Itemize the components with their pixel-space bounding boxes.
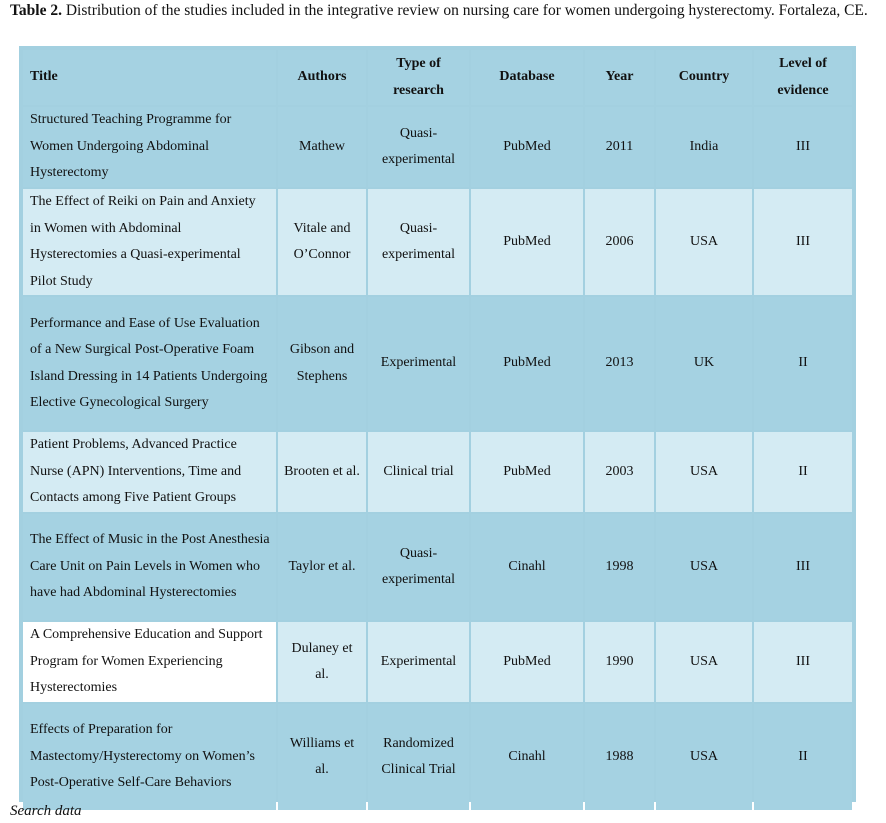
cell-country: UK: [656, 297, 752, 430]
cell-country: USA: [656, 189, 752, 295]
table-footnote: Search data: [10, 803, 82, 819]
cell-title: Structured Teaching Programme for Women Undergoing Abdominal Hysterectomy: [23, 107, 276, 187]
cell-type: Experimental: [368, 297, 469, 430]
table-row: [23, 704, 852, 810]
cell-type: Randomized Clinical Trial: [368, 704, 469, 810]
cell-authors: Taylor et al.: [278, 514, 366, 620]
cell-title: Patient Problems, Advanced Practice Nurse (APN) Interventions, Time and Contacts among Five Patient Groups: [23, 432, 276, 512]
cell-level: II: [754, 432, 852, 512]
cell-country: USA: [656, 622, 752, 702]
studies-table-container: [19, 46, 856, 802]
table-row: [23, 432, 852, 512]
caption-text: Distribution of the studies included in the integrative review on nursing care for women undergoing hysterectomy. Fortaleza, CE.: [61, 2, 868, 19]
table-row: [23, 622, 852, 702]
table-row: [23, 189, 852, 295]
cell-type: Clinical trial: [368, 432, 469, 512]
cell-database: Cinahl: [471, 704, 583, 810]
header-country: Country: [656, 50, 752, 105]
cell-database: PubMed: [471, 107, 583, 187]
cell-type: Quasi-experimental: [368, 107, 469, 187]
cell-level: III: [754, 189, 852, 295]
cell-database: PubMed: [471, 432, 583, 512]
cell-year: 2003: [585, 432, 654, 512]
studies-table: [21, 48, 854, 812]
cell-title: Effects of Preparation for Mastectomy/Hysterectomy on Women’s Post-Operative Self-Care Behaviors: [23, 704, 276, 810]
cell-title: The Effect of Reiki on Pain and Anxiety in Women with Abdominal Hysterectomies a Quasi-experimental Pilot Study: [23, 189, 276, 295]
cell-year: 1998: [585, 514, 654, 620]
table-caption: [10, 1, 876, 21]
cell-country: India: [656, 107, 752, 187]
cell-level: III: [754, 622, 852, 702]
cell-year: 2013: [585, 297, 654, 430]
cell-year: 2011: [585, 107, 654, 187]
cell-level: III: [754, 514, 852, 620]
cell-level: II: [754, 297, 852, 430]
cell-year: 2006: [585, 189, 654, 295]
cell-database: Cinahl: [471, 514, 583, 620]
header-year: Year: [585, 50, 654, 105]
cell-country: USA: [656, 432, 752, 512]
cell-year: 1988: [585, 704, 654, 810]
header-type: Type of research: [368, 50, 469, 105]
table-label: Table 2.: [10, 2, 62, 19]
header-authors: Authors: [278, 50, 366, 105]
cell-database: PubMed: [471, 622, 583, 702]
header-level: Level of evidence: [754, 50, 852, 105]
cell-level: II: [754, 704, 852, 810]
table-header-row: [23, 50, 852, 105]
table-row: [23, 107, 852, 187]
cell-country: USA: [656, 514, 752, 620]
table-row: [23, 297, 852, 430]
cell-database: PubMed: [471, 297, 583, 430]
cell-title: The Effect of Music in the Post Anesthesia Care Unit on Pain Levels in Women who have had Abdominal Hysterectomies: [23, 514, 276, 620]
cell-database: PubMed: [471, 189, 583, 295]
cell-level: III: [754, 107, 852, 187]
cell-type: Experimental: [368, 622, 469, 702]
cell-type: Quasi-experimental: [368, 189, 469, 295]
cell-authors: Dulaney et al.: [278, 622, 366, 702]
cell-title: Performance and Ease of Use Evaluation of a New Surgical Post-Operative Foam Island Dressing in 14 Patients Undergoing Elective Gynecological Surgery: [23, 297, 276, 430]
cell-year: 1990: [585, 622, 654, 702]
cell-authors: Mathew: [278, 107, 366, 187]
cell-authors: Gibson and Stephens: [278, 297, 366, 430]
cell-authors: Vitale and O’Connor: [278, 189, 366, 295]
cell-authors: Williams et al.: [278, 704, 366, 810]
header-title: Title: [23, 50, 276, 105]
header-database: Database: [471, 50, 583, 105]
cell-country: USA: [656, 704, 752, 810]
cell-title: A Comprehensive Education and Support Program for Women Experiencing Hysterectomies: [23, 622, 276, 702]
cell-type: Quasi-experimental: [368, 514, 469, 620]
cell-authors: Brooten et al.: [278, 432, 366, 512]
table-row: [23, 514, 852, 620]
